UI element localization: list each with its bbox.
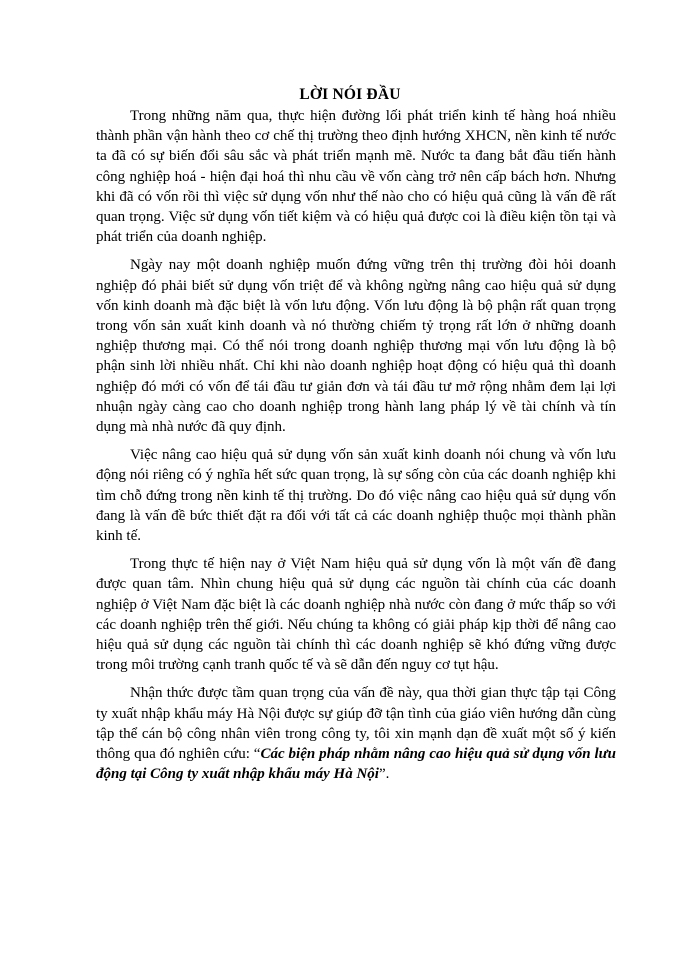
paragraph-4: Trong thực tế hiện nay ở Việt Nam hiệu quả sử dụng vốn là một vấn đề đang được quan tâm. Nhìn chung hiệu quả sử dụng các nguồn tài chính của các doanh nghiệp ở Việt Nam đặc biệt là các doanh nghiệp nhà nước còn đang ở mức thấp so với các doanh nghiệp trên thế giới. Nếu chúng ta không có giải pháp kịp thời để nâng cao hiệu quả sử dụng các nguồn tài chính thì các doanh nghiệp sẽ khó đứng vững được trong môi trường cạnh tranh quốc tế và sẽ dẫn đến nguy cơ tụt hậu. bbox=[96, 556, 616, 674]
paragraph-5-text: Nhận thức được tầm quan trọng của vấn đề này, qua thời gian thực tập tại Công ty xuất nhập khẩu máy Hà Nội được sự giúp đỡ tận tình của giáo viên hướng dẫn cùng tập thể cán bộ công nhân viên trong công ty, tôi xin mạnh dạn đề xuất một số ý kiến thông qua đó nghiên cứu: “ bbox=[96, 685, 616, 763]
paragraph-5 bbox=[96, 683, 616, 784]
paragraph-5-tail: ”. bbox=[378, 766, 390, 783]
page-title: LỜI NÓI ĐẦU bbox=[299, 86, 401, 103]
document-body bbox=[96, 106, 616, 793]
study-title: Các biện pháp nhằm nâng cao hiệu quả sử dụng vốn lưu động tại Công ty xuất nhập khẩu máy Hà Nội bbox=[96, 746, 616, 783]
paragraph-2: Ngày nay một doanh nghiệp muốn đứng vững trên thị trường đòi hỏi doanh nghiệp đó phải biết sử dụng vốn triệt để và không ngừng nâng cao hiệu quả sử dụng vốn kinh doanh mà đặc biệt là vốn lưu động. Vốn lưu động là bộ phận rất quan trọng trong vốn sản xuất kinh doanh và nó thường chiếm tỷ trọng rất lớn ở những doanh nghiệp thương mại. Có thể nói trong doanh nghiệp thương mại vốn lưu động là bộ phận sinh lời nhiều nhất. Chỉ khi nào doanh nghiệp hoạt động có hiệu quả thì doanh nghiệp đó mới có vốn để tái đầu tư giản đơn và tái đầu tư mở rộng nhằm đem lại lợi nhuận ngày càng cao cho doanh nghiệp trong hành lang pháp lý về tài chính và tín dụng mà nhà nước đã quy định. bbox=[96, 257, 616, 436]
paragraph-1: Trong những năm qua, thực hiện đường lối phát triển kinh tế hàng hoá nhiều thành phần vận hành theo cơ chế thị trường theo định hướng XHCN, nền kinh tế nước ta đã có sự biến đổi sâu sắc và phát triển mạnh mẽ. Nước ta đang bắt đầu tiến hành công nghiệp hoá - hiện đại hoá thì nhu cầu về vốn càng trở nên cấp bách hơn. Nhưng khi đã có vốn rồi thì việc sử dụng vốn như thế nào cho có hiệu quả cũng là vấn đề rất quan trọng. Việc sử dụng vốn tiết kiệm và có hiệu quả được coi là điều kiện tồn tại và phát triển của doanh nghiệp. bbox=[96, 108, 616, 246]
paragraph-3: Việc nâng cao hiệu quả sử dụng vốn sản xuất kinh doanh nói chung và vốn lưu động nói riêng có ý nghĩa hết sức quan trọng, là sự sống còn của các doanh nghiệp khi tìm chỗ đứng trong nền kinh tế thị trường. Do đó việc nâng cao hiệu quả sử dụng vốn đang là vấn đề bức thiết đặt ra đối với tất cả các doanh nghiệp thuộc mọi thành phần kinh tế. bbox=[96, 447, 616, 545]
